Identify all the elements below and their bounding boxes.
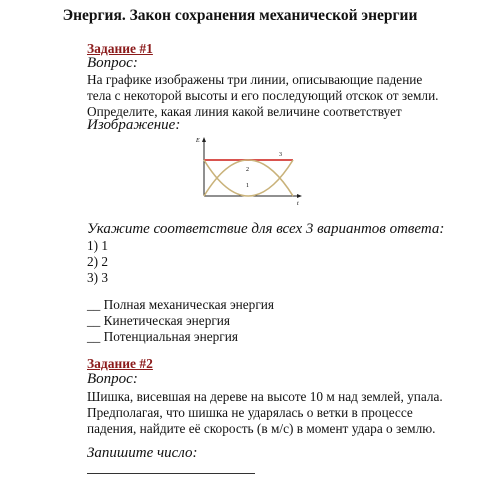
x-axis-label: t [297,201,299,207]
page-title: Энергия. Закон сохранения механической энергии [62,7,418,24]
y-axis-arrow [202,137,206,142]
match-potential-energy[interactable]: __ Потенциальная энергия [87,329,238,344]
line-1-label: 1 [246,183,249,189]
match-total-energy[interactable]: __ Полная механическая энергия [87,297,275,312]
task-2-question-line: Шишка, висевшая на дереве на высоте 10 м над землей, упала. [87,389,443,404]
task-2-question-text [87,389,447,437]
task-1-question-text [87,72,447,120]
y-axis-label: E [196,138,200,144]
task-1-question-line: На графике изображены три линии, описывающие падение [87,72,423,87]
match-kinetic-energy[interactable]: __ Кинетическая энергия [87,313,231,328]
option-item: 1) 1 [87,238,109,253]
line-2-label: 2 [246,167,249,173]
line-1-curve [204,160,293,196]
task-1-image-label: Изображение: [87,117,181,133]
task-2-question-label: Вопрос: [87,371,138,387]
task-1-question-line: тела с некоторой высоты и его последующий отскок от земли. [87,88,439,103]
task-2-header[interactable]: Задание #2 [87,356,153,371]
task-1-question-label: Вопрос: [87,55,138,71]
energy-graph-figure [187,134,307,214]
x-axis-arrow [297,194,302,198]
task-2-answer-input[interactable] [87,473,255,474]
task-1-answer-prompt: Укажите соответствие для всех 3 вариантов ответа: [87,221,445,237]
energy-graph [187,134,307,214]
task-1-header[interactable]: Задание #1 [87,41,153,56]
line-3-label: 3 [279,152,282,158]
task-2-answer-prompt: Запишите число: [87,445,198,461]
option-item: 3) 3 [87,270,109,285]
task-2-question-line: Предполагая, что шишка не ударялась о ветки в процессе [87,405,413,420]
task-2-question-line: падения, найдите её скорость (в м/с) в момент удара о землю. [87,421,436,436]
task-1-question-line: Определите, какая линия какой величине соответствует [87,104,402,119]
option-item: 2) 2 [87,254,109,269]
